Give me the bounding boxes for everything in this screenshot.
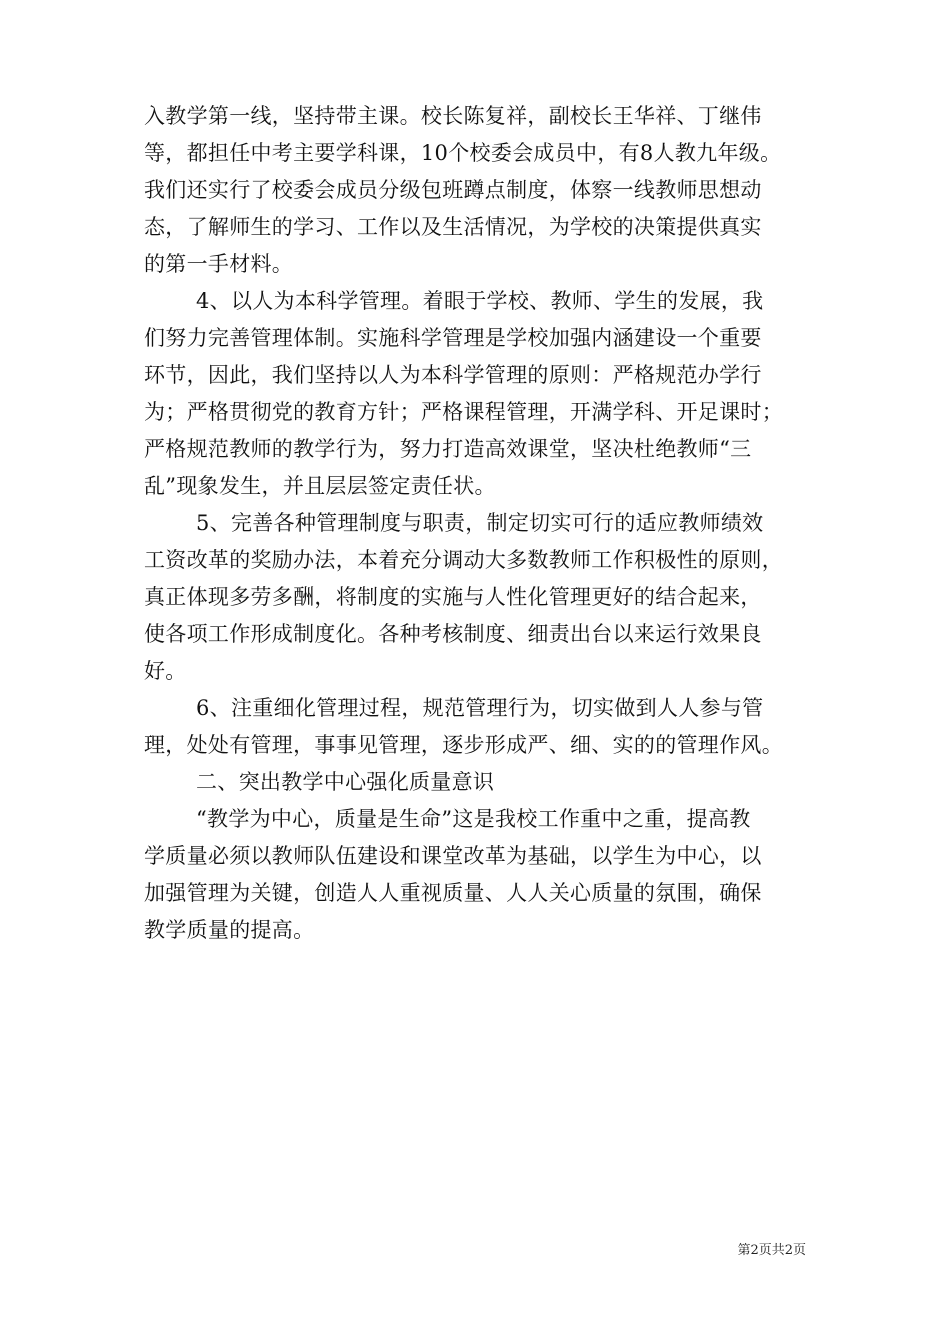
text-line: 真正体现多劳多酬，将制度的实施与人性化管理更好的结合起来， bbox=[144, 585, 762, 609]
text-line: 环节，因此，我们坚持以人为本科学管理的原则：严格规范办学行 bbox=[144, 363, 762, 387]
text-line: 入教学第一线，坚持带主课。校长陈复祥，副校长王华祥、丁继伟 bbox=[144, 104, 762, 128]
paragraph-start-line: 4、以人为本科学管理。着眼于学校、教师、学生的发展，我 bbox=[196, 289, 764, 313]
text-line: 为；严格贯彻党的教育方针；严格课程管理，开满学科、开足课时； bbox=[144, 400, 783, 424]
text-line: 态，了解师生的学习、工作以及生活情况，为学校的决策提供真实 bbox=[144, 215, 762, 239]
page-number-footer: 第2页共2页 bbox=[737, 1243, 806, 1258]
text-line: 使各项工作形成制度化。各种考核制度、细责出台以来运行效果良 bbox=[144, 622, 762, 646]
text-line: 理，处处有管理，事事见管理，逐步形成严、细、实的的管理作风。 bbox=[144, 733, 783, 757]
paragraph-start-line: 6、注重细化管理过程，规范管理行为，切实做到人人参与管 bbox=[196, 696, 764, 720]
document-body bbox=[144, 98, 814, 949]
text-line: 学质量必须以教师队伍建设和课堂改革为基础，以学生为中心，以 bbox=[144, 844, 762, 868]
text-line: 严格规范教师的教学行为，努力打造高效课堂，坚决杜绝教师“三 bbox=[144, 437, 752, 461]
text-line: 我们还实行了校委会成员分级包班蹲点制度，体察一线教师思想动 bbox=[144, 178, 762, 202]
text-line: 好。 bbox=[144, 659, 187, 683]
text-line: 的第一手材料。 bbox=[144, 252, 294, 276]
text-line: 加强管理为关键，创造人人重视质量、人人关心质量的氛围，确保 bbox=[144, 881, 762, 905]
text-line: 教学质量的提高。 bbox=[144, 918, 315, 942]
paragraph-start-line: “教学为中心，质量是生命”这是我校工作重中之重，提高教 bbox=[196, 807, 751, 831]
text-line: 工资改革的奖励办法，本着充分调动大多数教师工作积极性的原则， bbox=[144, 548, 783, 572]
section-heading: 二、突出教学中心强化质量意识 bbox=[196, 770, 495, 794]
text-line: 们努力完善管理体制。实施科学管理是学校加强内涵建设一个重要 bbox=[144, 326, 762, 350]
paragraph-start-line: 5、完善各种管理制度与职责，制定切实可行的适应教师绩效 bbox=[196, 511, 764, 535]
text-line: 等，都担任中考主要学科课，10个校委会成员中，有8人教九年级。 bbox=[144, 141, 782, 165]
text-line: 乱”现象发生，并且层层签定责任状。 bbox=[144, 474, 496, 498]
